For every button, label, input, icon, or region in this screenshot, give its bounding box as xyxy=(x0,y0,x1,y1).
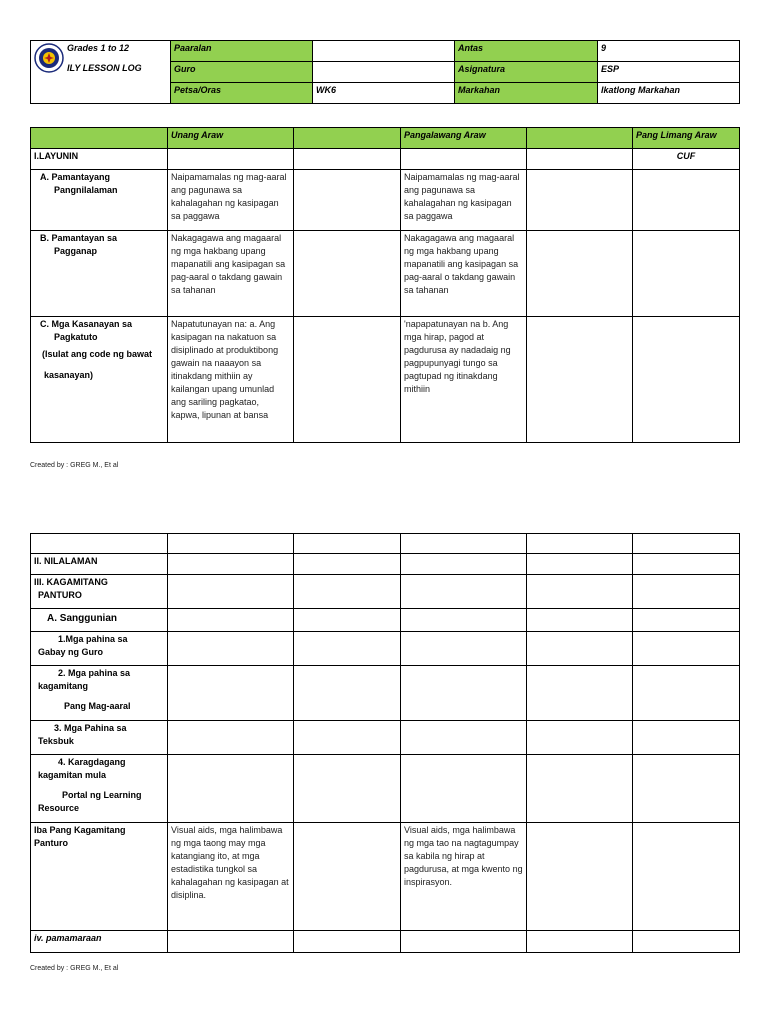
asignatura-label: Asignatura xyxy=(455,62,598,83)
antas-label: Antas xyxy=(455,41,598,62)
sanggunian-c1[interactable] xyxy=(168,609,294,632)
pamamaraan-c3[interactable] xyxy=(401,931,527,953)
teks-c4[interactable] xyxy=(527,721,633,755)
sanggunian-c5[interactable] xyxy=(633,609,740,632)
kagamitang-c1[interactable] xyxy=(168,575,294,609)
kasanayan-c4[interactable] xyxy=(527,317,633,443)
pamamaraan-c1[interactable] xyxy=(168,931,294,953)
kagamitang-c5[interactable] xyxy=(633,575,740,609)
gabay-line-2: Gabay ng Guro xyxy=(38,647,104,657)
pamantayan-pagganap-c2[interactable] xyxy=(294,231,401,317)
teks-c2[interactable] xyxy=(294,721,401,755)
paaralan-label: Paaralan xyxy=(171,41,313,62)
petsa-value[interactable]: WK6 xyxy=(313,83,455,104)
iba-pang-kagamitang-label xyxy=(31,823,168,931)
pamantayang-pangnilalaman-c1[interactable]: Naipamamalas ng mag-aaral ang pagunawa sa kahalagahan ng kasipagan sa paggawa xyxy=(168,170,294,231)
kag-c1[interactable] xyxy=(168,666,294,721)
sanggunian-label: A. Sanggunian xyxy=(31,609,168,632)
teksbuk-label xyxy=(31,721,168,755)
t2-blank-c5[interactable] xyxy=(633,534,740,554)
kagamitang-mag-aaral-label xyxy=(31,666,168,721)
kag-line-1: 2. Mga pahina sa xyxy=(58,668,131,678)
iba-c1[interactable]: Visual aids, mga halimbawa ng mga taong may mga katangiang ito, at mga estadistika tungkol sa kahalagahan ng kasipagan at disiplina. xyxy=(168,823,294,931)
teks-c3[interactable] xyxy=(401,721,527,755)
kag-c3[interactable] xyxy=(401,666,527,721)
nilalaman-c2[interactable] xyxy=(294,554,401,575)
gabay-guro-label xyxy=(31,632,168,666)
guro-value[interactable] xyxy=(313,62,455,83)
iba-c2[interactable] xyxy=(294,823,401,931)
kagamitan-line-2: PANTURO xyxy=(38,590,82,600)
row-a-line-2: Pangnilalaman xyxy=(54,185,118,195)
footer-credit-2: Created by : GREG M., Et al xyxy=(30,965,119,972)
nilalaman-c5[interactable] xyxy=(633,554,740,575)
sanggunian-c2[interactable] xyxy=(294,609,401,632)
kasanayan-c5[interactable] xyxy=(633,317,740,443)
teks-line-1: 3. Mga Pahina sa xyxy=(54,723,127,733)
karag-line-1: 4. Karagdagang xyxy=(58,757,126,767)
kagamitang-c2[interactable] xyxy=(294,575,401,609)
deped-logo-cell xyxy=(31,41,171,104)
pamantayang-pangnilalaman-c5[interactable] xyxy=(633,170,740,231)
head-empty-1 xyxy=(31,128,168,149)
iba-line-1: Iba Pang Kagamitang xyxy=(34,825,126,835)
row-b-line-2: Pagganap xyxy=(54,246,98,256)
iba-line-2: Panturo xyxy=(34,838,69,848)
kasanayan-label xyxy=(31,317,168,443)
karag-c2[interactable] xyxy=(294,755,401,823)
karag-c4[interactable] xyxy=(527,755,633,823)
head-pangalawang-araw: Pangalawang Araw xyxy=(401,128,527,149)
pamantayan-pagganap-label xyxy=(31,231,168,317)
pamantayan-pagganap-c4[interactable] xyxy=(527,231,633,317)
paaralan-value[interactable] xyxy=(313,41,455,62)
kasanayan-c2[interactable] xyxy=(294,317,401,443)
pamantayang-pangnilalaman-c4[interactable] xyxy=(527,170,633,231)
sanggunian-c4[interactable] xyxy=(527,609,633,632)
guro-label: Guro xyxy=(171,62,313,83)
karag-line-4: Resource xyxy=(38,803,80,813)
t2-blank-c1[interactable] xyxy=(168,534,294,554)
kasanayan-c3[interactable]: 'napapatunayan na b. Ang mga hirap, pagod at pagdurusa ay nadadaig ng pagpupunyagi tungo sa pagtupad ng itinakdang mithiin xyxy=(401,317,527,443)
row-c-line-3: (Isulat ang code ng bawat xyxy=(42,349,153,359)
t2-blank-c2[interactable] xyxy=(294,534,401,554)
head-unang-araw: Unang Araw xyxy=(168,128,294,149)
lesson-table-2 xyxy=(30,533,740,953)
antas-value[interactable]: 9 xyxy=(598,41,740,62)
gabay-c5[interactable] xyxy=(633,632,740,666)
pamantayan-pagganap-c5[interactable] xyxy=(633,231,740,317)
nilalaman-c4[interactable] xyxy=(527,554,633,575)
deped-seal-icon xyxy=(34,43,64,73)
row-c-line-2: Pagkatuto xyxy=(54,332,98,342)
layunin-c3[interactable] xyxy=(401,149,527,170)
kag-line-3: Pang Mag-aaral xyxy=(64,701,131,711)
pamantayang-pangnilalaman-label xyxy=(31,170,168,231)
gabay-c3[interactable] xyxy=(401,632,527,666)
header-table xyxy=(30,40,740,104)
karagdagang-kagamitan-label xyxy=(31,755,168,823)
teks-c5[interactable] xyxy=(633,721,740,755)
kagamitang-c3[interactable] xyxy=(401,575,527,609)
iba-c4[interactable] xyxy=(527,823,633,931)
kag-line-2: kagamitang xyxy=(38,681,89,691)
row-a-line-1: A. Pamantayang xyxy=(40,172,111,182)
karag-c5[interactable] xyxy=(633,755,740,823)
pamantayan-pagganap-c3[interactable]: Nakagagawa ang magaaral ng mga hakbang upang mapanatili ang kasipagan sa pag-aaral o takdang gawain sa tahanan xyxy=(401,231,527,317)
iba-c3[interactable]: Visual aids, mga halimbawa ng mga tao na nagtagumpay sa kabila ng hirap at pagdurusa, at mga kwento ng inspirasyon. xyxy=(401,823,527,931)
layunin-label: I.LAYUNIN xyxy=(31,149,168,170)
teks-line-2: Teksbuk xyxy=(38,736,74,746)
kasanayan-c1[interactable]: Napatutunayan na: a. Ang kasipagan na nakatuon sa disiplinado at produktibong gawain na naaayon sa itinakdang mithiin ay kailangan upang umunlad ang sariling pagkatao, kapwa, lipunan at bansa xyxy=(168,317,294,443)
layunin-c2[interactable] xyxy=(294,149,401,170)
doc-title: ILY LESSON LOG xyxy=(67,63,142,73)
gabay-c2[interactable] xyxy=(294,632,401,666)
t2-blank-c0 xyxy=(31,534,168,554)
footer-credit-1: Created by : GREG M., Et al xyxy=(30,462,119,469)
row-c-line-1: C. Mga Kasanayan sa xyxy=(40,319,133,329)
row-c-line-4: kasanayan) xyxy=(44,370,94,380)
nilalaman-c3[interactable] xyxy=(401,554,527,575)
pamantayang-pangnilalaman-c2[interactable] xyxy=(294,170,401,231)
nilalaman-c1[interactable] xyxy=(168,554,294,575)
head-pang-limang-araw: Pang Limang Araw xyxy=(633,128,740,149)
t2-blank-c3[interactable] xyxy=(401,534,527,554)
pamamaraan-label: iv. pamamaraan xyxy=(31,931,168,953)
pamantayang-pangnilalaman-c3[interactable]: Naipamamalas ng mag-aaral ang pagunawa sa kahalagahan ng kasipagan sa paggawa xyxy=(401,170,527,231)
markahan-value[interactable]: Ikatlong Markahan xyxy=(598,83,740,104)
karag-line-3: Portal ng Learning xyxy=(62,790,142,800)
layunin-c4[interactable] xyxy=(527,149,633,170)
kagamitang-panturo-label xyxy=(31,575,168,609)
head-empty-3 xyxy=(527,128,633,149)
kag-c5[interactable] xyxy=(633,666,740,721)
cuf-label: CUF xyxy=(633,149,740,170)
sanggunian-c3[interactable] xyxy=(401,609,527,632)
karag-c3[interactable] xyxy=(401,755,527,823)
kag-c4[interactable] xyxy=(527,666,633,721)
markahan-label: Markahan xyxy=(455,83,598,104)
kagamitang-c4[interactable] xyxy=(527,575,633,609)
nilalaman-label: II. NILALAMAN xyxy=(31,554,168,575)
pamamaraan-c2[interactable] xyxy=(294,931,401,953)
karag-line-2: kagamitan mula xyxy=(38,770,107,780)
grades-label: Grades 1 to 12 xyxy=(67,43,130,53)
kagamitan-line-1: III. KAGAMITANG xyxy=(34,577,108,587)
gabay-line-1: 1.Mga pahina sa xyxy=(58,634,128,644)
t2-blank-c4[interactable] xyxy=(527,534,633,554)
iba-c5[interactable] xyxy=(633,823,740,931)
pamamaraan-c4[interactable] xyxy=(527,931,633,953)
gabay-c1[interactable] xyxy=(168,632,294,666)
row-b-line-1: B. Pamantayan sa xyxy=(40,233,118,243)
karag-c1[interactable] xyxy=(168,755,294,823)
petsa-label: Petsa/Oras xyxy=(171,83,313,104)
gabay-c4[interactable] xyxy=(527,632,633,666)
asignatura-value[interactable]: ESP xyxy=(598,62,740,83)
layunin-c1[interactable] xyxy=(168,149,294,170)
pamantayan-pagganap-c1[interactable]: Nakagagawa ang magaaral ng mga hakbang upang mapanatili ang kasipagan sa pag-aaral o takdang gawain sa tahanan xyxy=(168,231,294,317)
pamamaraan-c5[interactable] xyxy=(633,931,740,953)
head-empty-2 xyxy=(294,128,401,149)
kag-c2[interactable] xyxy=(294,666,401,721)
lesson-table-1 xyxy=(30,127,740,443)
teks-c1[interactable] xyxy=(168,721,294,755)
